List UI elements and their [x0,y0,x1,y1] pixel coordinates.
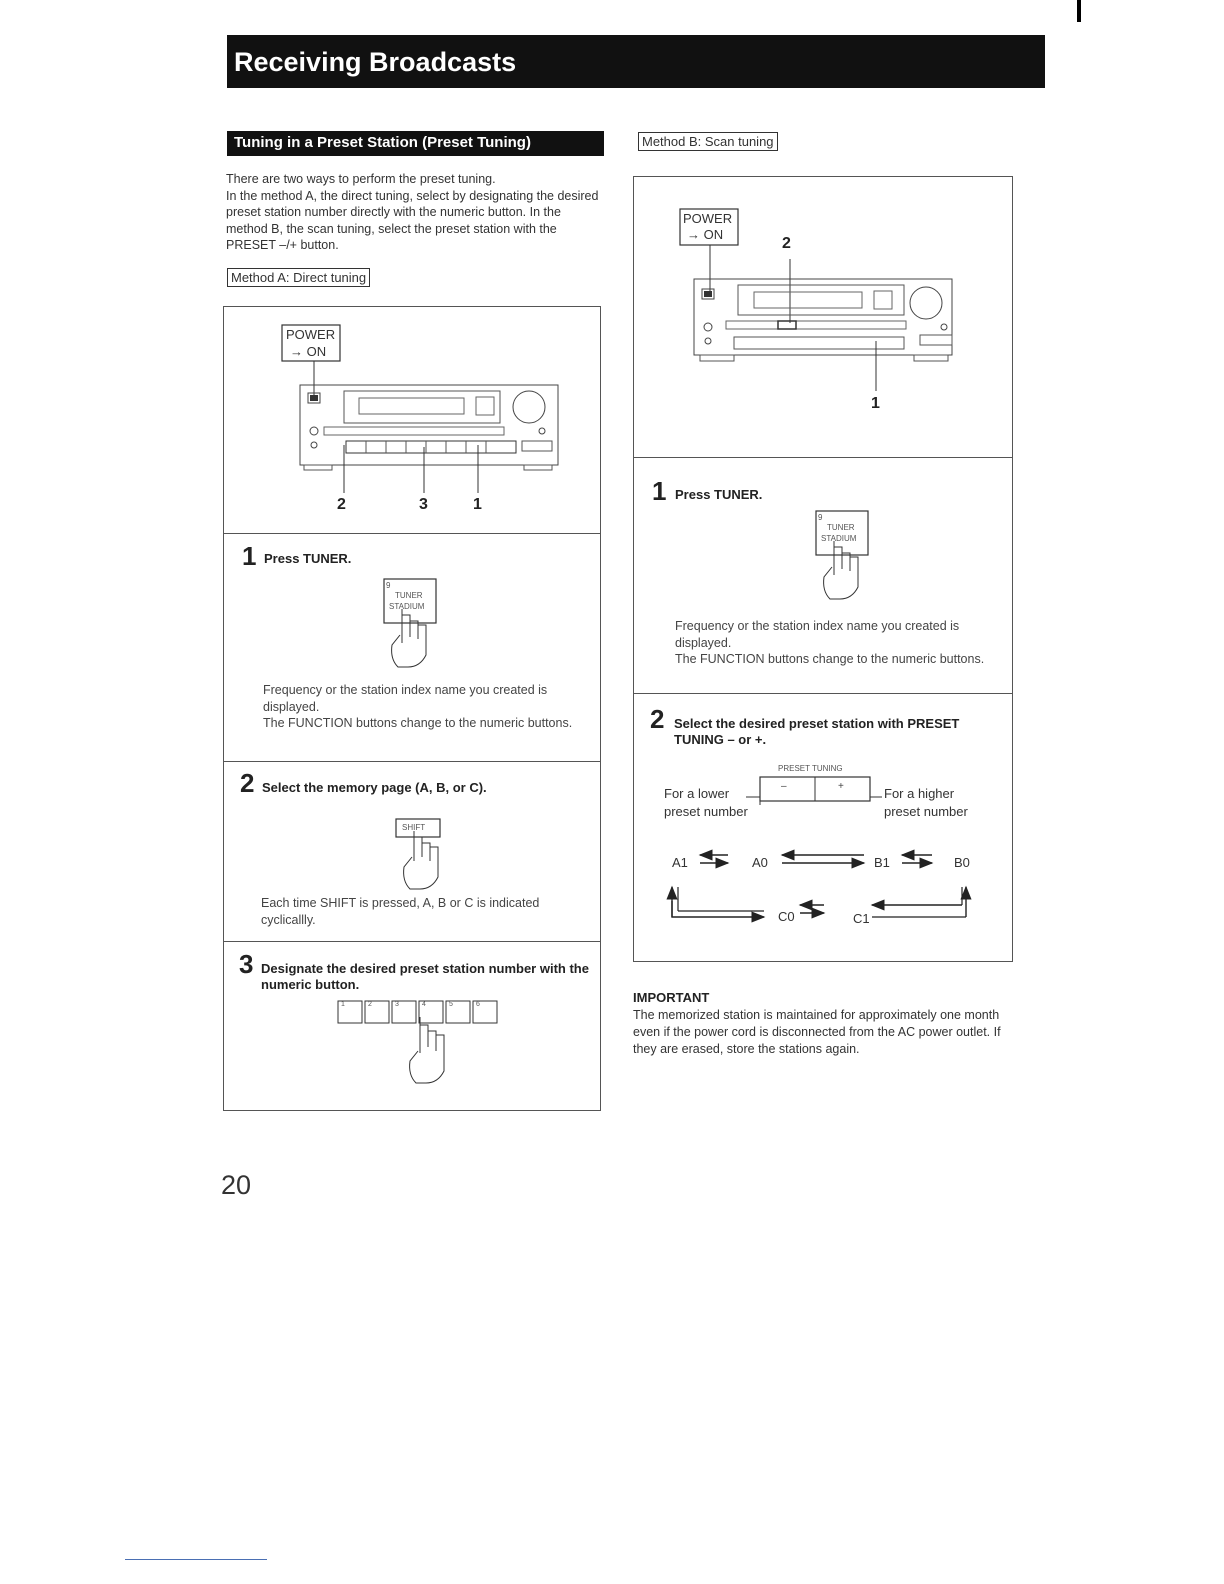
numeric-key: 6 [476,1001,480,1008]
preset-minus-label: – [781,781,787,792]
divider [224,941,600,942]
preset-cycle-diagram [664,841,984,937]
section-title: Tuning in a Preset Station (Preset Tuning) [234,134,531,151]
tuner-button-illustration [812,507,876,607]
method-b-panel [633,176,1013,962]
step-text: Press TUNER. [264,551,352,566]
stadium-button-label: STADIUM [389,602,425,611]
lower-label: preset number [664,804,748,819]
edge-mark [1077,0,1081,22]
step-number: 1 [652,476,667,506]
page-title: Receiving Broadcasts [234,47,517,77]
divider [634,693,1012,694]
power-on-label: → ON [290,344,327,359]
method-a-label: Method A: Direct tuning [227,268,370,287]
station-b1: B1 [874,855,890,870]
numeric-key: 1 [341,1001,345,1008]
footer-rule [125,1559,267,1560]
important-title: IMPORTANT [633,990,710,1005]
numeric-key: 3 [395,1001,399,1008]
step-number: 2 [240,768,255,798]
page-number: 20 [221,1170,252,1200]
preset-tuning-buttons [734,773,894,813]
step-text: Designate the desired preset station number with the numeric button. [261,961,589,992]
station-c1: C1 [853,911,870,926]
station-c0: C0 [778,909,795,924]
tuner-button-top-label: 9 [386,581,391,590]
step-number: 2 [650,704,665,734]
numeric-key: 5 [449,1001,453,1008]
tuner-button-illustration [380,575,444,675]
callout-1: 1 [871,395,880,412]
preset-plus-label: + [838,781,844,792]
tuner-button-label: TUNER [827,523,855,532]
lower-label: For a lower [664,786,730,801]
power-on-label: → ON [687,227,724,242]
numeric-buttons-illustration [336,999,506,1093]
divider [224,761,600,762]
higher-label: For a higher [884,786,955,801]
important-text: The memorized station is maintained for approximately one month even if the power cord is disconnected from the AC power outlet. If they are erased, store the stations again. [633,1008,1001,1056]
step-text: Select the memory page (A, B, or C). [262,780,487,795]
divider [634,457,1012,458]
tuner-button-top-label: 9 [818,513,823,522]
station-a1: A1 [672,855,688,870]
numeric-key: 2 [368,1001,372,1008]
step-number: 3 [239,949,254,979]
power-label: POWER [286,327,336,342]
callout-3: 3 [419,496,428,513]
step-note: Frequency or the station index name you created is displayed. The FUNCTION buttons change to the numeric buttons. [263,683,573,730]
callout-2: 2 [782,235,791,252]
shift-button-label: SHIFT [402,823,426,832]
callout-2: 2 [337,496,346,513]
divider [224,533,600,534]
intro-text: There are two ways to perform the preset tuning. In the method A, the direct tuning, select by designating the desired preset station number directly with the numeric button. In the method B, the scan tuning, select the preset station with the PRESET –/+ button. [226,172,599,252]
higher-label: preset number [884,804,968,819]
step-note: Each time SHIFT is pressed, A, B or C is indicated cyclicallly. [261,896,540,927]
step-text: Press TUNER. [675,487,763,502]
station-b0: B0 [954,855,970,870]
method-b-label: Method B: Scan tuning [638,132,778,151]
power-label: POWER [683,211,733,226]
numeric-key: 4 [422,1001,426,1008]
step-text: Select the desired preset station with PRESET TUNING – or +. [674,716,960,747]
preset-tuning-caption: PRESET TUNING [778,764,843,773]
step-note: Frequency or the station index name you created is displayed. The FUNCTION buttons change to the numeric buttons. [675,619,985,666]
step-number: 1 [242,541,257,571]
callout-1: 1 [473,496,482,513]
method-a-panel [223,306,601,1111]
station-a0: A0 [752,855,768,870]
stadium-button-label: STADIUM [821,534,857,543]
receiver-illustration-a [224,307,600,533]
tuner-button-label: TUNER [395,591,423,600]
